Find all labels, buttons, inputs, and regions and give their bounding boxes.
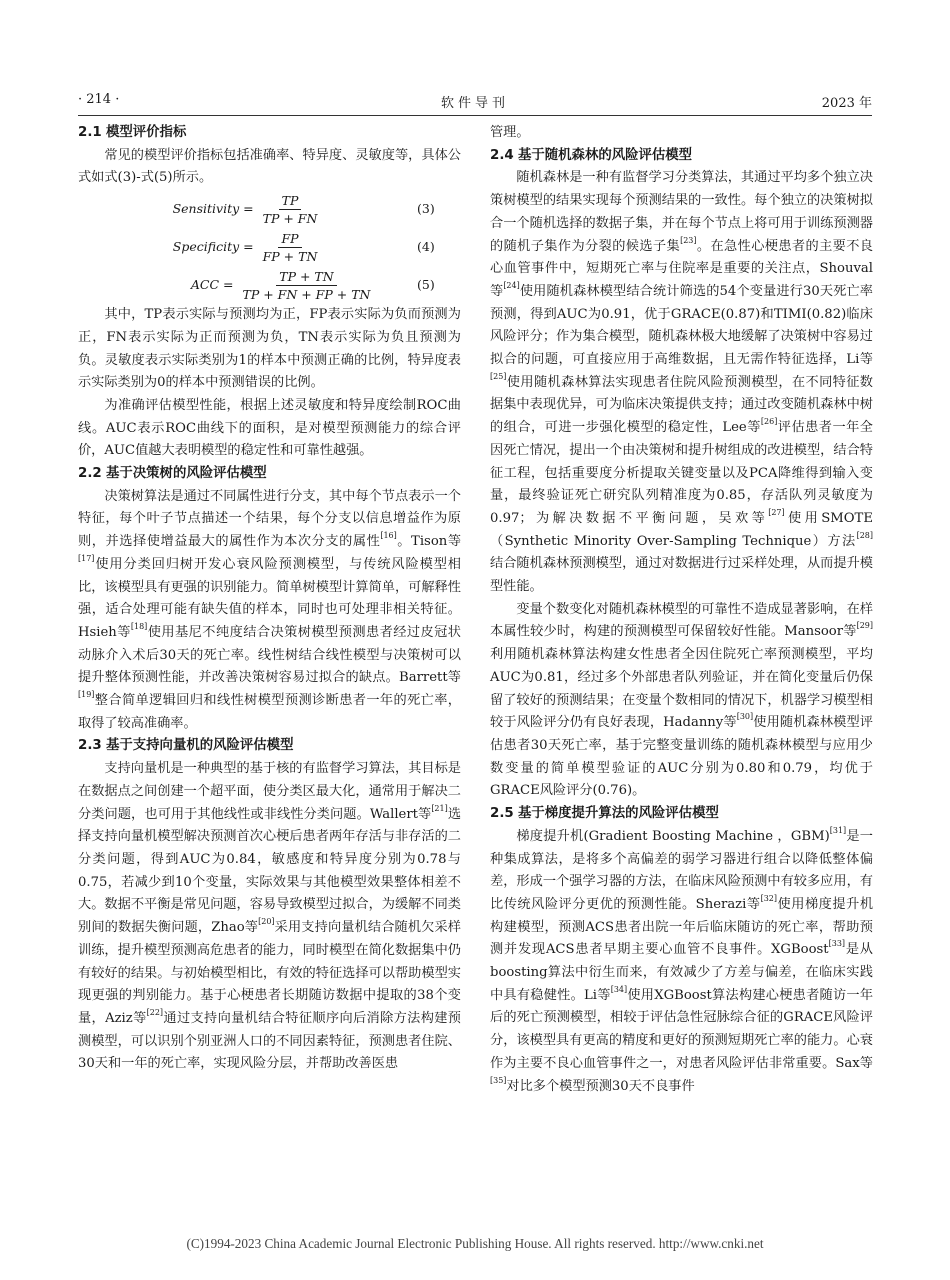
paragraph: 支持向量机是一种典型的基于核的有监督学习算法，其目标是在数据点之间创建一个超平面，使分类区最大化，通常用于解决二分类问题，也可用于其他线性或非线性分类问题。Wallert等[21]选择支持向量机模型解决预测首次心梗后患者两年存活与非存活的二分类问题，得到AUC为0.84，敏感度和特异度分别为0.78与0.75，若减少到10个变量，实际效果与其他模型效果整体相差不大。数据不平衡是常见问题，容易导致模型过拟合，为缓解不同类别间的数据失衡问题，Zhao等[20]采用支持向量机结合随机欠采样训练，提升模型预测高危患者的能力，同时模型在简化数据集中仍有较好的结果。与初始模型相比，有效的特征选择可以帮助模型实现更强的判别能力。基于心梗患者长期随访数据中提取的38个变量，Aziz等[22]通过支持向量机结合特征顺序向后消除方法构建预测模型，可以识别个别亚洲人口的不同因素特征，预测患者住院、30天和一年的死亡率，实现风险分层，并帮助改善医患 (78, 761, 461, 1072)
citation: [34] (610, 984, 628, 994)
citation: [33] (828, 939, 846, 949)
page-header (78, 86, 872, 116)
citation: [23] (680, 235, 697, 245)
formula-number: (4) (417, 238, 435, 254)
paragraph: 其中，TP表示实际与预测均为正，FP表示实际为负而预测为正，FN表示实际为正而预测为负，TN表示实际为负且预测为负。灵敏度表示实际类别为1的样本中预测正确的比例，特异度表示实际类别为0的样本中预测错误的比例。 (78, 307, 461, 391)
section-heading-2-3: 2.3 基于支持向量机的风险评估模型 (78, 738, 294, 754)
header-rule (78, 115, 872, 116)
paragraph: 常见的模型评价指标包括准确率、特异度、灵敏度等，具体公式如式(3)-式(5)所示。 (78, 147, 461, 186)
section-heading-2-1: 2.1 模型评价指标 (78, 125, 187, 140)
paragraph: 为准确评估模型性能，根据上述灵敏度和特异度绘制ROC曲线。AUC表示ROC曲线下的面积，是对模型预测能力的综合评价，AUC值越大表明模型的稳定性和可靠性越强。 (78, 397, 461, 459)
left-column (78, 122, 461, 1076)
citation: [29] (856, 621, 873, 631)
formula-lhs: Sensitivity = (172, 200, 254, 216)
citation: [26] (760, 417, 778, 427)
right-column (490, 122, 873, 1098)
journal-title: 软件导刊 (440, 96, 509, 111)
paragraph: 梯度提升机(Gradient Boosting Machine ，GBM)[31]是一种集成算法，是将多个高偏差的弱学习器进行组合以降低整体偏差，形成一个强学习器的方法，在临床风险预测中有较多应用，有比传统风险评分更优的预测性能。Sherazi等[32]使用梯度提升机构建模型，预测ACS患者出院一年后临床随访的死亡率，帮助预测并发现ACS患者早期主要心血管不良事件。XGBoost[33]是从boosting算法中衍生而来，有效减少了方差与偏差，在临床实践中具有稳健性。Li等[34]使用XGBoost算法构建心梗患者随访一年后的死亡预测模型，相较于评估急性冠脉综合征的GRACE风险评分，该模型具有更高的精度和更好的预测短期死亡率的能力。心衰作为主要不良心血管事件之一，对患者风险评估非常重要。Sax等[35]对比多个模型预测30天不良事件 (490, 825, 874, 1094)
formula-lhs: Specificity = (172, 238, 254, 254)
section-heading-2-2: 2.2 基于决策树的风险评估模型 (78, 466, 267, 482)
citation: [20] (258, 917, 275, 927)
section-heading-2-5: 2.5 基于梯度提升算法的风险评估模型 (490, 806, 719, 822)
citation: [32] (760, 893, 778, 903)
formula-lhs: ACC = (190, 276, 234, 292)
citation: [25] (490, 371, 507, 381)
formula-number: (5) (417, 276, 435, 292)
section-heading-2-4: 2.4 基于随机森林的风险评估模型 (490, 147, 693, 163)
citation: [35] (490, 1075, 507, 1085)
formula-number: (3) (417, 200, 435, 216)
citation: [16] (380, 531, 397, 541)
citation: [28] (856, 530, 873, 540)
citation: [18] (130, 621, 148, 631)
citation: [19] (78, 690, 95, 700)
formula-fraction: $\frac{TP}{TP + FN}$ (262, 192, 318, 226)
page-number: · 214 · (78, 92, 120, 107)
paragraph: 变量个数变化对随机森林模型的可靠性不造成显著影响，在样本属性较少时，构建的预测模型可保留较好性能。Mansoor等[29]利用随机森林算法构建女性患者全因住院死亡率预测模型，平均AUC为0.81，经过多个外部患者队列验证，并在简化变量后仍保留了较好的预测结果；在变量个数相同的情况下，机器学习模型相较于风险评分仍有良好表现，Hadanny等[30]使用随机森林模型评估患者30天死亡率，基于完整变量训练的随机森林模型与应用少数变量的简单模型验证的AUC分别为0.80和0.79，均优于GRACE风险评分(0.76)。 (490, 601, 873, 799)
paragraph: 管理。 (490, 125, 530, 140)
paragraph: 随机森林是一种有监督学习分类算法，其通过平均多个独立决策树模型的结果实现每个预测结果的一致性。每个独立的决策树拟合一个随机选择的数据子集，并在每个节点上将可用于训练预测器的随机子集作为分裂的候选子集[23]。在急性心梗患者的主要不良心血管事件中，短期死亡率与住院率是重要的关注点，Shouval等[24]使用随机森林模型结合统计筛选的54个变量进行30天死亡率预测，得到AUC为0.91，优于GRACE(0.87)和TIMI(0.82)临床风险评分；作为集合模型，随机森林极大地缓解了决策树中容易过拟合的问题，可直接应用于高维数据，且无需作特征选择，Li等[25]使用随机森林算法实现患者住院风险预测模型，在不同特征数据集中表现优异，可为临床决策提供支持；通过改变随机森林中树的组合，可进一步强化模型的稳定性，Lee等[26]评估患者一年全因死亡情况，提出一个由决策树和提升树组成的改进模型，结合特征工程，包括重要度分析提取关键变量以及PCA降维得到输入变量，最终验证死亡研究队列精准度为0.85，存活队列灵敏度为0.97；为解决数据不平衡问题，吴欢等[27]使用SMOTE（Synthetic Minority Over-Sampling Technique）方法[28]结合随机森林预测模型，通过对数据进行过采样处理，从而提升模型性能。 (490, 170, 873, 595)
citation: [22] (146, 1007, 164, 1017)
formula-5 (78, 266, 461, 304)
formula-3 (78, 190, 461, 228)
citation: [21] (431, 803, 448, 813)
formula-fraction: $\frac{TP + TN}{TP + FN + FP + TN}$ (242, 268, 371, 302)
citation: [24] (503, 280, 520, 290)
paragraph: 决策树算法是通过不同属性进行分支，其中每个节点表示一个特征，每个叶子节点描述一个结果，每个分支以信息增益作为原则，并选择使增益最大的属性作为本次分支的属性[16]。Tison等[17]使用分类回归树开发心衰风险预测模型，与传统风险模型相比，该模型具有更强的识别能力。简单树模型计算简单，可解释性强，适合处理可能有缺失值的样本，同时也可处理非相关特征。Hsieh等[18]使用基尼不纯度结合决策树模型预测患者经过皮冠状动脉介入术后30天的死亡率。线性树结合线性模型与决策树可以提升整体预测性能，并改善决策树容易过拟合的缺点。Barrett等[19]整合简单逻辑回归和线性树模型预测诊断患者一年的死亡率，取得了较高准确率。 (78, 488, 462, 731)
copyright-footer: (C)1994-2023 China Academic Journal Electronic Publishing House. All rights reserved. http://www.cnki.net (186, 1236, 764, 1251)
journal-year: 2023 年 (821, 96, 872, 111)
formula-fraction: $\frac{FP}{FP + TN}$ (262, 230, 318, 264)
citation: [27] (768, 507, 785, 517)
citation: [30] (736, 712, 754, 722)
citation: [31] (829, 825, 847, 835)
citation: [17] (78, 553, 95, 563)
formula-4 (78, 228, 461, 266)
